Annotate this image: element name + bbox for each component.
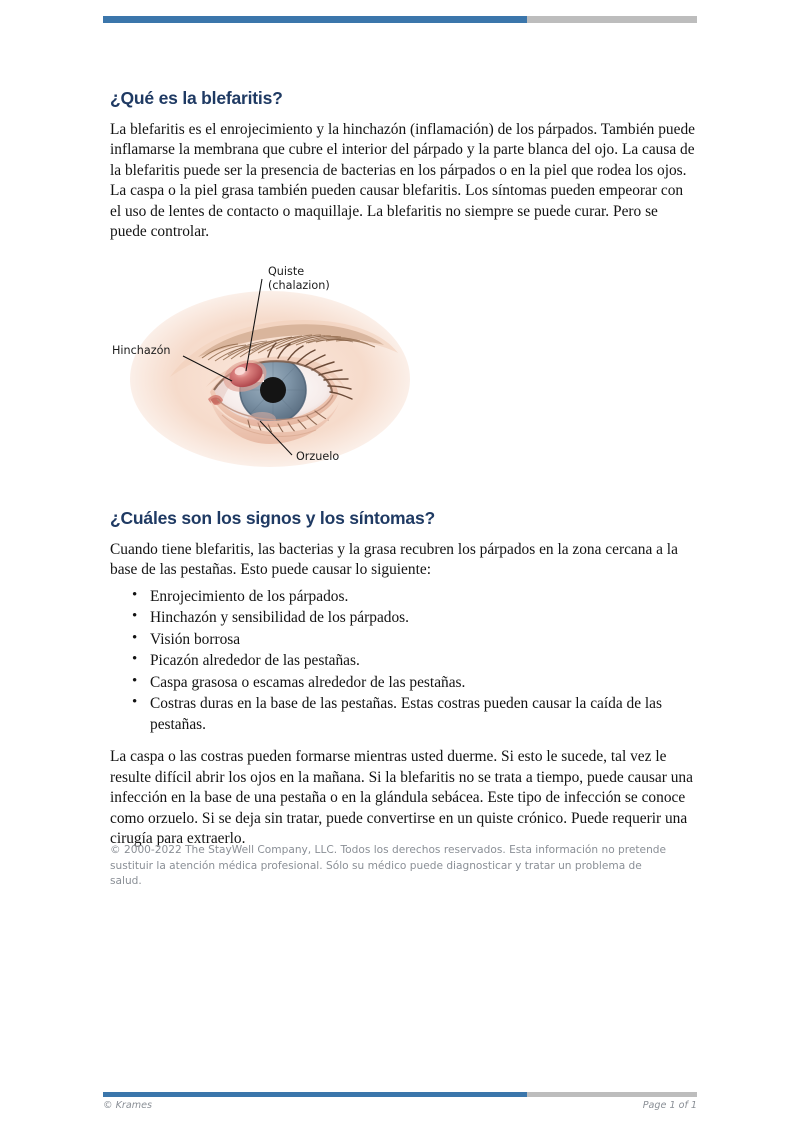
symptoms-heading: ¿Cuáles son los signos y los síntomas? [110, 507, 435, 528]
closing-paragraph: La caspa o las costras pueden formarse mientras usted duerme. Si esto le sucede, tal vez le resulte difícil abrir los ojos en la mañana. Si la blefaritis no se trata a tiempo, puede causar una infección en la base de una pestaña o en la glándula sebácea. Este tipo de infección se conoce como orzuelo. Si se deja sin tratar, puede convertirse en un quiste crónico. Puede requerir una cirugía para extraerlo. [110, 748, 693, 848]
eye-blepharitis-diagram [110, 259, 410, 474]
illustration-label-cyst-line1: Quiste [268, 264, 305, 278]
figure-spacer [110, 474, 696, 508]
intro-paragraph: La blefaritis es el enrojecimiento y la hinchazón (inflamación) de los párpados. También puede inflamarse la membrana que cubre el interior del párpado y la parte blanca del ojo. La causa de la blefaritis puede ser la presencia de bacterias en los párpados o en la piel que rodea los ojos. La caspa o la piel grasa también pueden causar blefaritis. Los síntomas pueden empeorar con el uso de lentes de contacto o maquillaje. La blefaritis no siempre se puede curar. Pero se puede controlar. [110, 121, 695, 241]
footer-rule-accent-segment [103, 1092, 527, 1097]
header-rule [103, 16, 697, 23]
symptom-list [110, 587, 696, 735]
page-title: ¿Qué es la blefaritis? [110, 88, 283, 108]
header-rule-accent-segment [103, 16, 527, 23]
list-item: • Visión borrosa [150, 630, 696, 650]
document-content [110, 88, 696, 856]
list-item: • Costras duras en la base de las pestañas. Estas costras pueden causar la caída de las pestañas. [150, 694, 696, 735]
list-item: • Enrojecimiento de los párpados. [150, 587, 696, 607]
copyright-disclaimer: © 2000-2022 The StayWell Company, LLC. Todos los derechos reservados. Esta información no pretende sustituir la atención médica profesional. Sólo su médico puede diagnosticar y tratar un problema de salud. [110, 844, 667, 888]
list-item: • Caspa grasosa o escamas alrededor de las pestañas. [150, 673, 696, 693]
page-number: Page 1 of 1 [642, 1100, 697, 1111]
header-rule-track-segment [527, 16, 697, 23]
footer-attribution: © Krames [103, 1100, 153, 1111]
list-item: • Hinchazón y sensibilidad de los párpados. [150, 608, 696, 628]
footer [103, 1100, 697, 1111]
illustration-label-cyst-line2: (chalazion) [268, 278, 330, 292]
footer-rule [103, 1092, 697, 1097]
paragraph-spacer [110, 736, 696, 747]
footer-rule-track-segment [527, 1092, 697, 1097]
list-item: • Picazón alrededor de las pestañas. [150, 651, 696, 671]
illustration-label-swelling: Hinchazón [112, 343, 171, 357]
symptoms-intro-paragraph: Cuando tiene blefaritis, las bacterias y la grasa recubren los párpados en la zona cercana a la base de las pestañas. Esto puede causar lo siguiente: [110, 540, 678, 579]
illustration-label-stye: Orzuelo [296, 449, 340, 463]
